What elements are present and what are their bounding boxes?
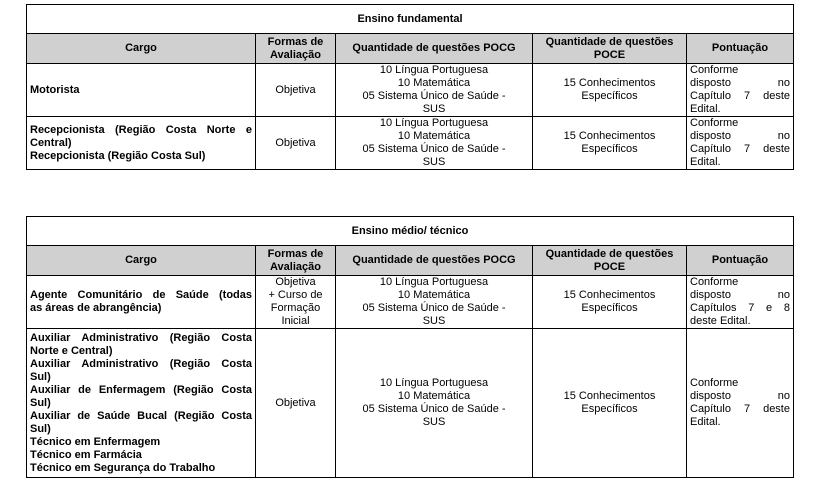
- pocg-line: 10 Matemática: [397, 77, 471, 89]
- pontuacao-line: disposto no: [690, 77, 791, 89]
- header-poce: Quantidade de questões POCE: [533, 246, 687, 276]
- pontuacao-line: Edital.: [690, 103, 721, 115]
- pocg-line: 05 Sistema Único de Saúde -: [362, 90, 506, 102]
- cargo-cell: [27, 64, 256, 117]
- pontuacao-line: Conforme: [690, 117, 739, 129]
- pontuacao-line: disposto no: [690, 130, 791, 142]
- cargo-line: Sul): [30, 422, 51, 435]
- pocg-cell: [336, 64, 533, 117]
- formas-line: Objetiva: [275, 136, 316, 149]
- cargo-line: Norte e Central): [30, 344, 113, 357]
- pontuacao-cell: [687, 276, 794, 329]
- header-pontuacao: Pontuação: [687, 34, 794, 64]
- table-ensino-fundamental: [26, 4, 794, 170]
- formas-line: Inicial: [281, 315, 310, 327]
- pocg-line: SUS: [422, 315, 446, 327]
- pontuacao-line: disposto no: [690, 289, 790, 301]
- pocg-line: 05 Sistema Único de Saúde -: [362, 143, 506, 155]
- cargo-line: Auxiliar de Saúde Bucal (Região Costa: [30, 409, 252, 422]
- table-title: Ensino fundamental: [27, 5, 794, 34]
- header-pontuacao: Pontuação: [687, 246, 794, 276]
- pocg-line: SUS: [422, 416, 446, 428]
- pocg-cell: [336, 276, 533, 329]
- pontuacao-line: Capítulo 7 deste: [690, 90, 791, 102]
- pontuacao-line: disposto no: [690, 390, 790, 402]
- cargo-line: Recepcionista (Região Costa Sul): [30, 149, 206, 162]
- pontuacao-cell: [687, 329, 794, 478]
- pontuacao-cell: [687, 64, 794, 117]
- poce-line: 15 Conhecimentos: [563, 390, 656, 402]
- pontuacao-line: Edital.: [690, 416, 721, 428]
- pocg-line: 10 Matemática: [397, 130, 471, 142]
- formas-line: + Curso de: [268, 289, 323, 301]
- pocg-line: 05 Sistema Único de Saúde -: [362, 302, 506, 314]
- pontuacao-line: Capítulo 7 deste: [690, 403, 790, 415]
- formas-line: Objetiva: [275, 276, 316, 288]
- cargo-line: Recepcionista (Região Costa Norte e: [30, 123, 252, 136]
- pontuacao-line: deste Edital.: [690, 315, 751, 327]
- cargo-cell: [27, 329, 256, 478]
- pocg-line: SUS: [422, 156, 446, 168]
- cargo-line: Auxiliar de Enfermagem (Região Costa: [30, 383, 252, 396]
- pontuacao-line: Edital.: [690, 156, 721, 168]
- pontuacao-line: Conforme: [690, 64, 739, 76]
- pocg-cell: [336, 329, 533, 478]
- header-formas: Formas de Avaliação: [256, 246, 336, 276]
- cargo-line: Sul): [30, 396, 51, 409]
- pontuacao-line: Capítulo 7 deste: [690, 143, 791, 155]
- cargo-line: Motorista: [30, 83, 80, 96]
- pocg-line: 10 Língua Portuguesa: [379, 377, 489, 389]
- pocg-line: 10 Língua Portuguesa: [379, 117, 489, 129]
- header-pocg: Quantidade de questões POCG: [336, 34, 533, 64]
- table-row: [27, 329, 794, 478]
- poce-cell: [533, 117, 687, 170]
- poce-line: Específicos: [581, 90, 638, 102]
- cargo-line: as áreas de abrangência): [30, 302, 162, 314]
- cargo-line: Auxiliar Administrativo (Região Costa: [30, 331, 252, 344]
- pocg-line: 05 Sistema Único de Saúde -: [362, 403, 506, 415]
- cargo-line: Auxiliar Administrativo (Região Costa: [30, 357, 252, 370]
- pocg-line: 10 Língua Portuguesa: [379, 64, 489, 76]
- table-ensino-medio-tecnico: [26, 216, 794, 478]
- header-cargo: Cargo: [27, 246, 256, 276]
- header-cargo: Cargo: [27, 34, 256, 64]
- pontuacao-line: Conforme: [690, 377, 739, 389]
- cargo-line: Sul): [30, 370, 51, 383]
- poce-line: 15 Conhecimentos: [563, 289, 656, 301]
- cargo-cell: [27, 276, 256, 329]
- formas-line: Objetiva: [275, 83, 316, 96]
- poce-line: Específicos: [581, 403, 638, 415]
- pocg-line: 10 Matemática: [397, 289, 471, 301]
- table-title: Ensino médio/ técnico: [27, 217, 794, 246]
- pocg-cell: [336, 117, 533, 170]
- pocg-line: 10 Língua Portuguesa: [379, 276, 489, 288]
- poce-line: Específicos: [581, 143, 638, 155]
- poce-line: 15 Conhecimentos: [563, 77, 656, 89]
- table-row: [27, 276, 794, 329]
- pontuacao-line: Conforme: [690, 276, 739, 288]
- table-row: [27, 64, 794, 117]
- formas-cell: [256, 276, 336, 329]
- header-poce: Quantidade de questões POCE: [533, 34, 687, 64]
- formas-cell: [256, 117, 336, 170]
- header-formas: Formas de Avaliação: [256, 34, 336, 64]
- cargo-line: Técnico em Farmácia: [30, 448, 142, 461]
- poce-cell: [533, 64, 687, 117]
- formas-cell: [256, 329, 336, 478]
- poce-cell: [533, 276, 687, 329]
- table-row: [27, 117, 794, 170]
- pontuacao-line: Capítulos 7 e 8: [690, 302, 790, 314]
- poce-line: 15 Conhecimentos: [563, 130, 656, 142]
- cargo-line: Central): [30, 136, 72, 149]
- pocg-line: 10 Matemática: [397, 390, 471, 402]
- formas-line: Formação: [270, 302, 321, 314]
- cargo-line: Técnico em Segurança do Trabalho: [30, 461, 216, 474]
- formas-line: Objetiva: [275, 396, 316, 409]
- cargo-line: Agente Comunitário de Saúde (todas: [30, 289, 252, 301]
- formas-cell: [256, 64, 336, 117]
- header-pocg: Quantidade de questões POCG: [336, 246, 533, 276]
- poce-cell: [533, 329, 687, 478]
- poce-line: Específicos: [581, 302, 638, 314]
- pocg-line: SUS: [422, 103, 446, 115]
- cargo-cell: [27, 117, 256, 170]
- pontuacao-cell: [687, 117, 794, 170]
- cargo-line: Técnico em Enfermagem: [30, 435, 161, 448]
